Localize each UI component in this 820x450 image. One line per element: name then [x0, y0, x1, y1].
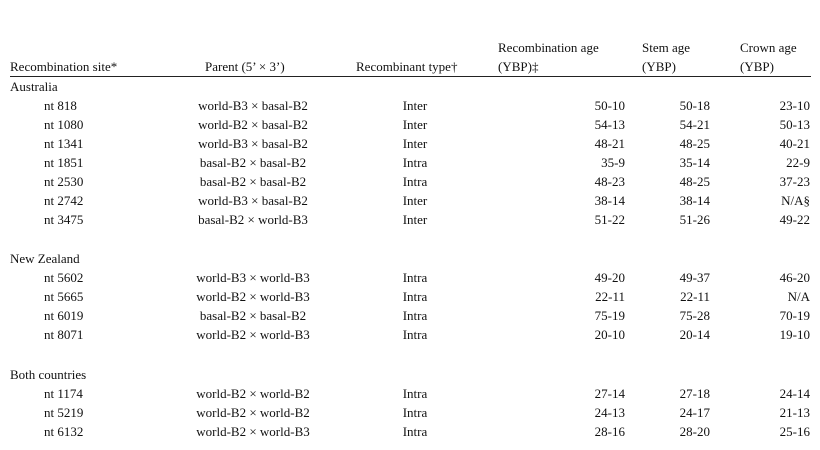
cell-recombinant-type: Intra: [402, 405, 428, 420]
cell-stem-age: 50-18: [679, 98, 710, 113]
cell-recombinant-type: Inter: [402, 117, 428, 132]
cell-parent: world-B3 × basal-B2: [198, 136, 308, 151]
cell-parent: basal-B2 × basal-B2: [199, 308, 307, 323]
header-recombination-site: Recombination site*: [10, 59, 118, 74]
cell-recombination-site: nt 5665: [44, 289, 84, 304]
cell-stem-age: 48-25: [679, 174, 710, 189]
cell-crown-age: 22-9: [786, 155, 810, 170]
cell-recombination-age: 22-11: [595, 289, 625, 304]
cell-recombination-age: 49-20: [594, 270, 625, 285]
cell-crown-age: 50-13: [779, 117, 810, 132]
cell-stem-age: 22-11: [680, 289, 710, 304]
cell-crown-age: N/A: [787, 289, 810, 304]
cell-crown-age: 24-14: [779, 386, 810, 401]
cell-stem-age: 35-14: [679, 155, 710, 170]
header-stem-age-line1: Stem age: [642, 40, 691, 55]
header-stem-age-line2: (YBP): [642, 59, 676, 74]
cell-parent: world-B2 × world-B2: [196, 405, 310, 420]
cell-crown-age: 19-10: [779, 327, 810, 342]
cell-stem-age: 54-21: [679, 117, 710, 132]
cell-crown-age: 37-23: [779, 174, 810, 189]
cell-recombination-site: nt 8071: [44, 327, 84, 342]
cell-recombination-site: nt 818: [44, 98, 77, 113]
cell-recombination-age: 35-9: [601, 155, 625, 170]
cell-parent: world-B2 × basal-B2: [198, 117, 308, 132]
cell-stem-age: 28-20: [679, 424, 710, 439]
cell-recombination-site: nt 1341: [44, 136, 84, 151]
header-recombinant-type: Recombinant type†: [356, 59, 458, 74]
cell-parent: basal-B2 × basal-B2: [199, 174, 307, 189]
cell-parent: world-B2 × world-B3: [196, 424, 310, 439]
cell-recombination-age: 48-23: [594, 174, 625, 189]
cell-recombination-age: 38-14: [594, 193, 625, 208]
cell-recombination-site: nt 1174: [44, 386, 83, 401]
group-heading: New Zealand: [10, 251, 80, 266]
cell-parent: world-B3 × basal-B2: [198, 98, 308, 113]
header-recombination-age-line1: Recombination age: [498, 40, 599, 55]
cell-recombination-site: nt 3475: [44, 212, 84, 227]
cell-recombination-site: nt 6132: [44, 424, 84, 439]
cell-stem-age: 75-28: [679, 308, 710, 323]
cell-recombinant-type: Intra: [402, 155, 428, 170]
cell-recombination-age: 50-10: [594, 98, 625, 113]
cell-recombination-site: nt 2530: [44, 174, 84, 189]
cell-recombinant-type: Intra: [402, 289, 428, 304]
cell-crown-age: 21-13: [779, 405, 810, 420]
cell-parent: basal-B2 × basal-B2: [199, 155, 307, 170]
cell-crown-age: N/A§: [781, 193, 810, 208]
group-heading: Both countries: [10, 367, 87, 382]
cell-recombination-age: 20-10: [594, 327, 625, 342]
cell-recombination-site: nt 1851: [44, 155, 84, 170]
group-heading: Australia: [10, 79, 58, 94]
header-recombination-age-line2: (YBP)‡: [498, 59, 539, 74]
cell-stem-age: 20-14: [679, 327, 710, 342]
cell-parent: basal-B2 × world-B3: [198, 212, 308, 227]
cell-recombinant-type: Inter: [402, 193, 428, 208]
cell-stem-age: 24-17: [679, 405, 710, 420]
cell-recombination-age: 24-13: [594, 405, 625, 420]
cell-recombinant-type: Inter: [402, 136, 428, 151]
cell-recombinant-type: Intra: [402, 308, 428, 323]
cell-crown-age: 46-20: [779, 270, 810, 285]
cell-recombination-age: 28-16: [594, 424, 625, 439]
cell-crown-age: 23-10: [779, 98, 810, 113]
cell-parent: world-B3 × world-B3: [196, 270, 310, 285]
cell-recombination-age: 48-21: [594, 136, 625, 151]
cell-stem-age: 38-14: [679, 193, 710, 208]
cell-recombination-age: 51-22: [594, 212, 625, 227]
cell-recombination-site: nt 5219: [44, 405, 84, 420]
header-crown-age-line2: (YBP): [740, 59, 774, 74]
header-divider: [10, 76, 811, 77]
cell-parent: world-B2 × world-B3: [196, 289, 310, 304]
header-crown-age-line1: Crown age: [740, 40, 797, 55]
cell-recombinant-type: Inter: [402, 98, 428, 113]
cell-crown-age: 25-16: [779, 424, 810, 439]
cell-recombination-age: 54-13: [594, 117, 625, 132]
cell-stem-age: 48-25: [679, 136, 710, 151]
cell-recombination-age: 27-14: [594, 386, 625, 401]
cell-stem-age: 49-37: [679, 270, 710, 285]
cell-recombination-site: nt 1080: [44, 117, 84, 132]
cell-recombinant-type: Intra: [402, 327, 428, 342]
cell-recombination-site: nt 6019: [44, 308, 84, 323]
cell-stem-age: 51-26: [679, 212, 710, 227]
cell-recombinant-type: Intra: [402, 174, 428, 189]
cell-recombination-age: 75-19: [594, 308, 625, 323]
cell-parent: world-B2 × world-B3: [196, 327, 310, 342]
cell-parent: world-B2 × world-B2: [196, 386, 310, 401]
cell-crown-age: 49-22: [779, 212, 810, 227]
cell-recombination-site: nt 5602: [44, 270, 84, 285]
cell-crown-age: 40-21: [779, 136, 810, 151]
cell-recombinant-type: Intra: [402, 424, 428, 439]
cell-recombinant-type: Inter: [402, 212, 428, 227]
cell-recombinant-type: Intra: [402, 386, 428, 401]
cell-parent: world-B3 × basal-B2: [198, 193, 308, 208]
cell-recombinant-type: Intra: [402, 270, 428, 285]
cell-crown-age: 70-19: [779, 308, 810, 323]
cell-recombination-site: nt 2742: [44, 193, 84, 208]
cell-stem-age: 27-18: [679, 386, 710, 401]
header-parent: Parent (5’ × 3’): [205, 59, 285, 74]
